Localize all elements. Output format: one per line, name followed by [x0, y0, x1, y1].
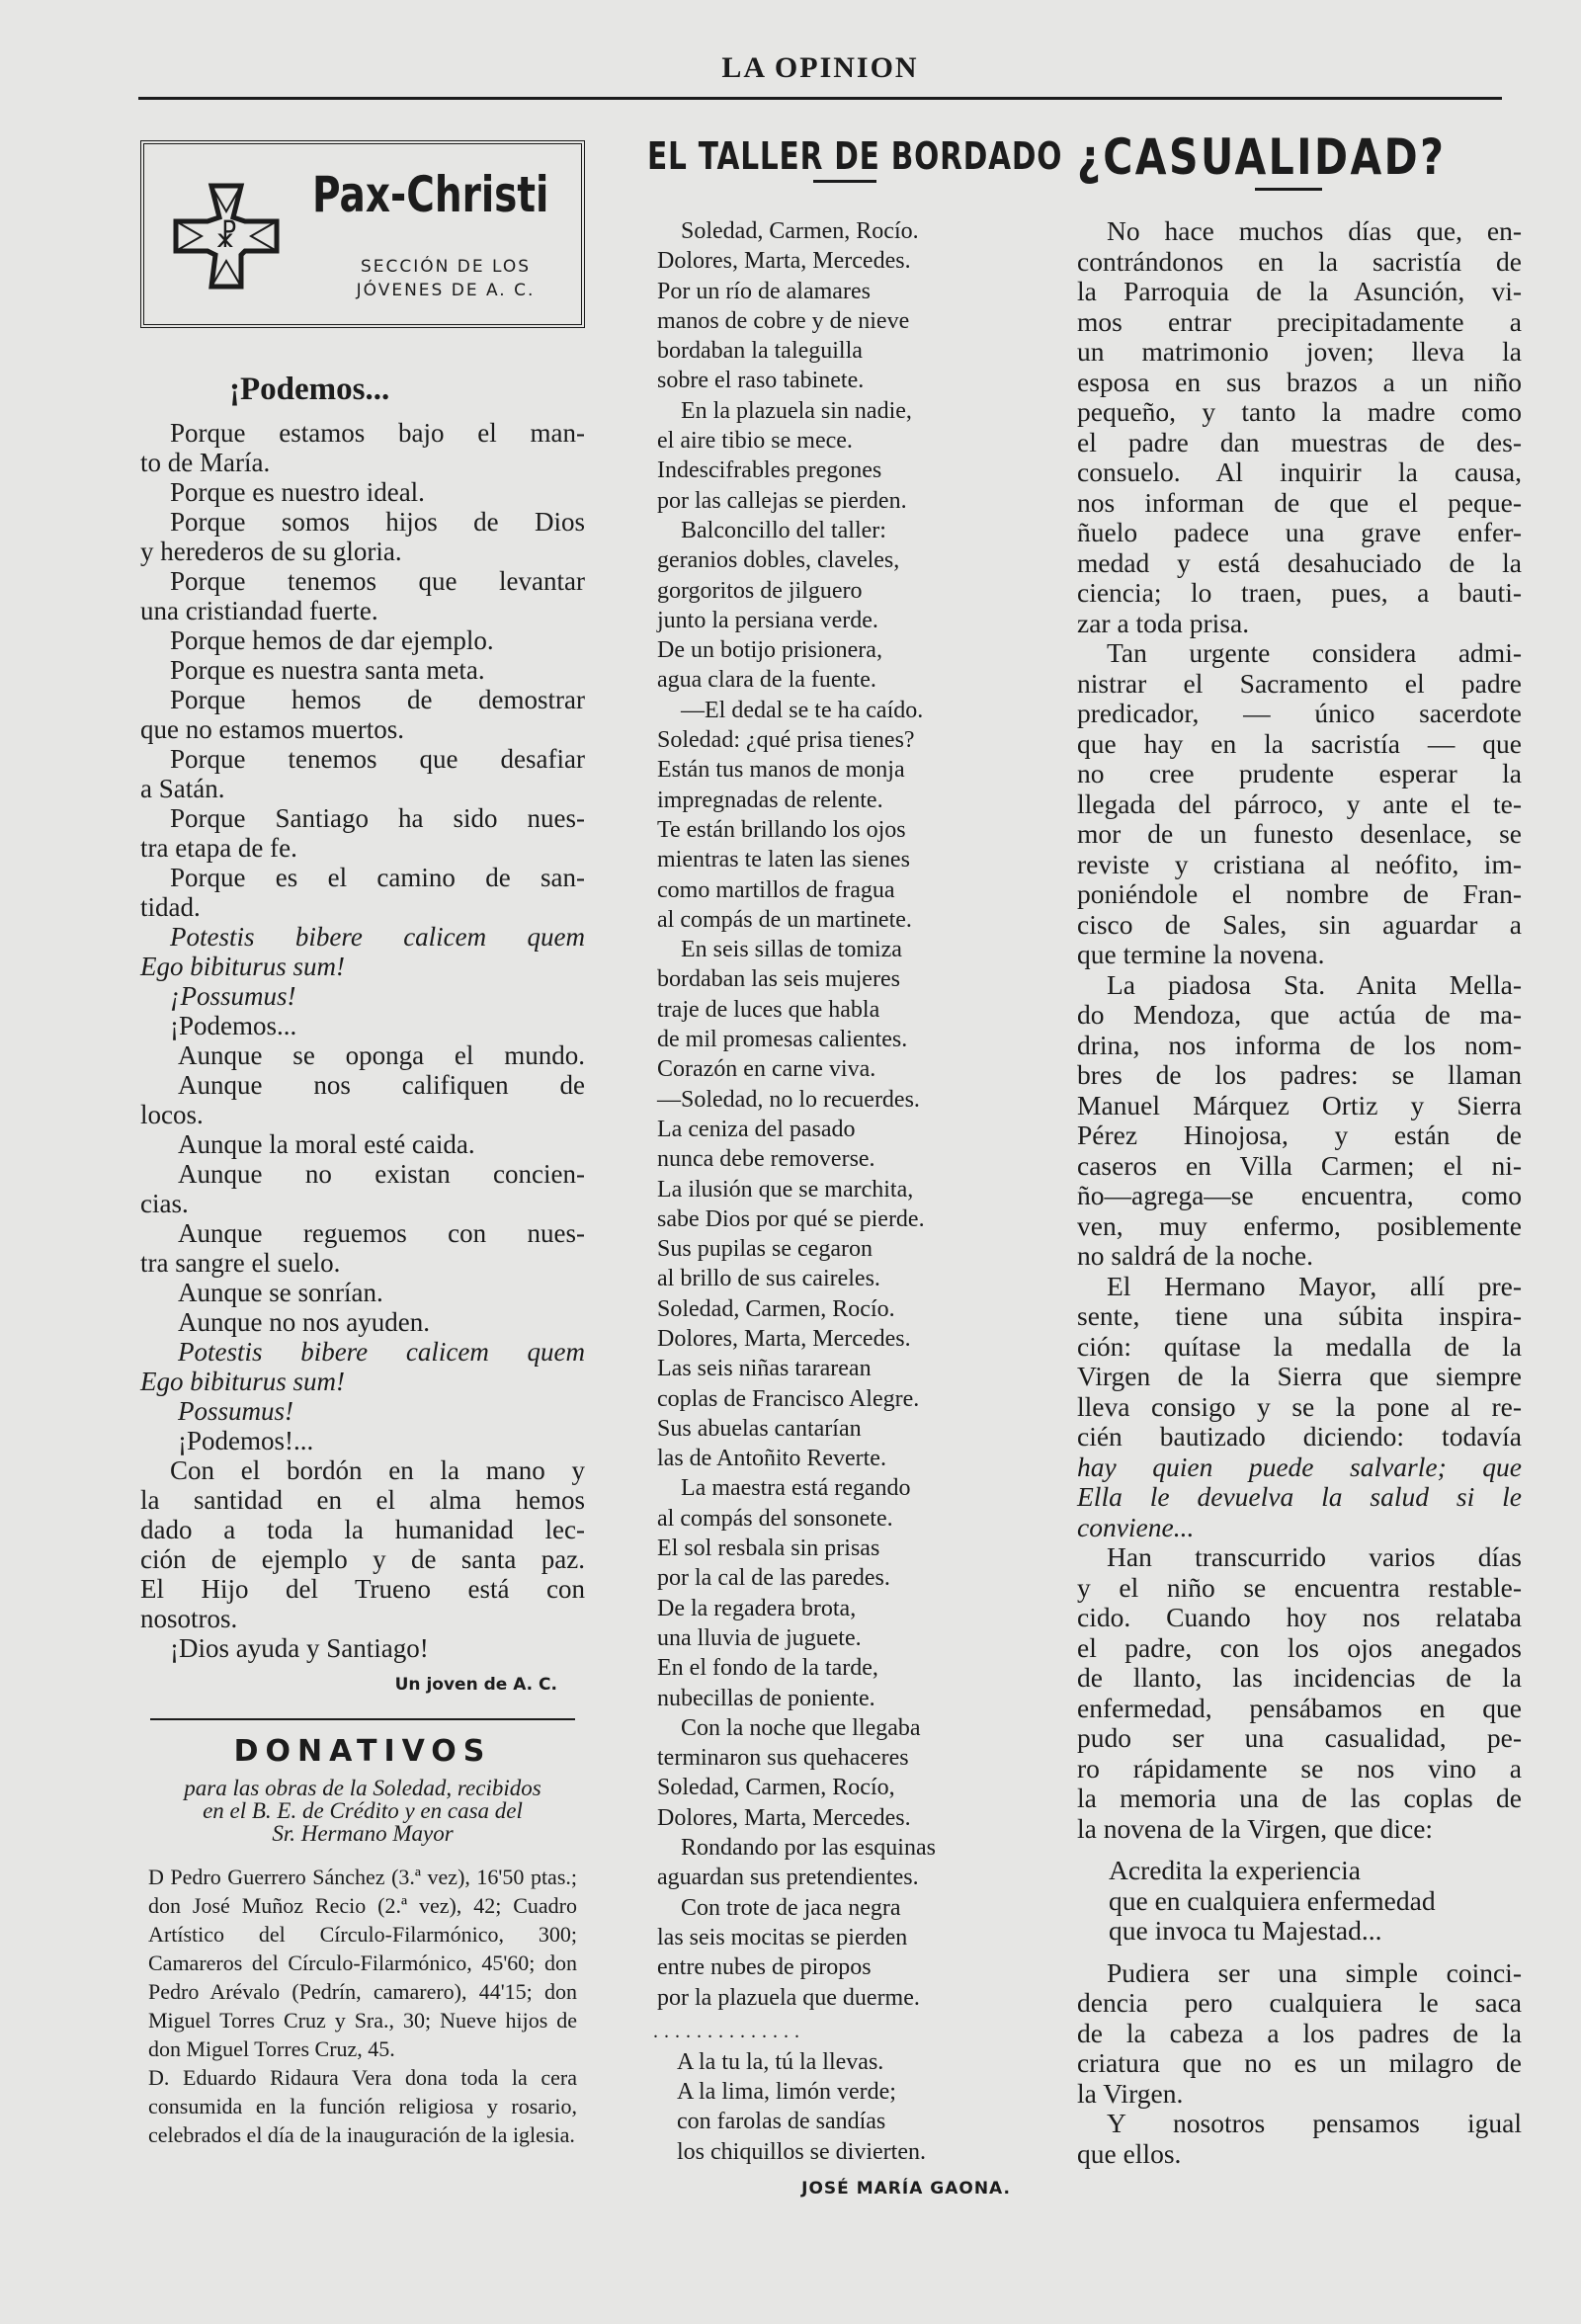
- casualidad-text: No hace muchos días que, en- contrándonos en la sacristía de la Parroquia de la Asunción, vi- mos entrar precipitadamente a un matrimonio joven; lleva la esposa en sus brazos a un niño pequeño, y tanto la madre como el padre dan muestras de des- consuelo. Al inquirir la causa, nos informan de que el peque- ñuelo padece una grave enfer- medad y está desahuciado de la ciencia; lo traen, pues, a bauti- zar a toda prisa. Tan urgente considera admi- nistrar el Sacramento el padre predicador, — único sacerdote que hay en la sacristía — que no cree prudente esperar la llegada del párroco, y ante el te- mor de un funesto desenlace, se reviste y cristiana al neófito, im- poniéndole el nombre de Fran- cisco de Sales, sin aguardar a que termine la novena. La piadosa Sta. Anita Mella- do Mendoza, que actúa de ma- drina, nos informa de los nom- bres de los padres: se llaman Manuel Márquez Ortiz y Sierra Pérez Hinojosa, y están de caseros en Villa Carmen; el ni- ño—agrega—se encuentra, como ven, muy enfermo, posiblemente no saldrá de la noche. El Hermano Mayor, allí pre- sente, tiene una súbita inspira- ción: quítase la medalla de la Virgen de la Sierra que siempre lleva consigo y se la pone al re- cién bautizado diciendo: todavía hay quien puede salvarle; que Ella le devuelva la salud si le conviene... Han transcurrido varios días y el niño se encuentra restable- cido. Cuando hoy nos relataba el padre, con los ojos anegados de llanto, las incidencias de la enfermedad, pensábamos en que pudo ser una casualidad, pe- ro rápidamente se nos vino a la memoria una de las coplas de la novena de la Virgen, que dice: Acredita la experiencia que en cualquiera enfermedad que invoca tu Majestad... Pudiera ser una simple coinci- dencia pero cualquiera le saca de la cabeza a los padres de la criatura que no es un milagro de la Virgen. Y nosotros pensamos igual que ellos.: [1077, 215, 1522, 2169]
- section-divider: [150, 1718, 575, 1720]
- svg-text:☧: ☧: [214, 220, 238, 255]
- donativos-text: [140, 1863, 585, 2149]
- donativos-title: DONATIVOS: [233, 1734, 492, 1769]
- donativos-subtitle: para las obras de la Soledad, recibidos en el B. E. de Crédito y en casa del Sr. Hermano Mayor: [184, 1776, 541, 1846]
- masthead-rule: [138, 97, 1502, 100]
- donativos-paragraph: D. Eduardo Ridaura Vera dona toda la cera consumida en la función religiosa y rosario, celebrados el día de la inauguración de la iglesia.: [148, 2065, 577, 2147]
- pax-christi-title: Pax-Christi: [312, 166, 549, 223]
- poem-separator: ..............: [653, 2020, 805, 2042]
- taller-coda: A la tu la, tú la llevas. A la lima, limón verde; con farolas de sandías los chiquillos se divierten.: [677, 2048, 926, 2165]
- podemos-text: Porque estamos bajo el man- to de María. Porque es nuestro ideal. Porque somos hijos de Dios y herederos de su gloria. Porque tenemos que levantar una cristiandad fuerte. Porque hemos de dar ejemplo. Porque es nuestra santa meta. Porque hemos de demostrar que no estamos muertos. Porque tenemos que desafiar a Satán. Porque Santiago ha sido nues- tra etapa de fe. Porque es el camino de san- tidad. Potestis bibere calicem quem Ego bibiturus sum! ¡Possumus! ¡Podemos... Aunque se oponga el mundo. Aunque nos califiquen de locos. Aunque la moral esté caida. Aunque no existan concien- cias. Aunque reguemos con nues- tra sangre el suelo. Aunque se sonrían. Aunque no nos ayuden. Potestis bibere calicem quem Ego bibiturus sum! Possumus! ¡Podemos!... Con el bordón en la mano y la santidad en el alma hemos dado a toda la humanidad lec- ción de ejemplo y de santa paz. El Hijo del Trueno está con nosotros. ¡Dios ayuda y Santiago!: [140, 418, 585, 1663]
- cross-icon: [172, 182, 281, 290]
- donativos-paragraph: D Pedro Guerrero Sánchez (3.ª vez), 16'50 ptas.; don José Muñoz Recio (2.ª vez), 42; Cuadro Artístico del Círculo-Filarmónico, 300; Camareros del Círculo-Filarmónico, 45'60; don Pedro Arévalo (Pedrín, camarero), 44'15; don Miguel Torres Cruz y Sra., 30; Nueve hijos de don Miguel Torres Cruz, 45.: [148, 1865, 577, 2061]
- poem-author: JOSÉ MARÍA GAONA.: [801, 2179, 1011, 2199]
- casualidad-title: ¿CASUALIDAD?: [1077, 128, 1447, 186]
- column-taller-de-bordado: [647, 128, 1063, 2199]
- taller-title: EL TALLER DE BORDADO: [647, 134, 1063, 178]
- taller-poem: Soledad, Carmen, Rocío. Dolores, Marta, Mercedes. Por un río de alamares manos de cobre y de nieve bordaban la taleguilla sobre el raso tabinete. En la plazuela sin nadie, el aire tibio se mece. Indescifrables pregones por las callejas se pierden. Balconcillo del taller: geranios dobles, claveles, gorgoritos de jilguero junto la persiana verde. De un botijo prisionera, agua clara de la fuente. —El dedal se te ha caído. Soledad: ¿qué prisa tienes? Están tus manos de monja impregnadas de relente. Te están brillando los ojos mientras te laten las sienes como martillos de fragua al compás de un martinete. En seis sillas de tomiza bordaban las seis mujeres traje de luces que habla de mil promesas calientes. Corazón en carne viva. —Soledad, no lo recuerdes. La ceniza del pasado nunca debe removerse. La ilusión que se marchita, sabe Dios por qué se pierde. Sus pupilas se cegaron al brillo de sus caireles. Soledad, Carmen, Rocío. Dolores, Marta, Mercedes. Las seis niñas tararean coplas de Francisco Alegre. Sus abuelas cantarían las de Antoñito Reverte. La maestra está regando al compás del sonsonete. El sol resbala sin prisas por la cal de las paredes. De la regadera brota, una lluvia de juguete. En el fondo de la tarde, nubecillas de poniente. Con la noche que llegaba terminaron sus quehaceres Soledad, Carmen, Rocío, Dolores, Marta, Mercedes. Rondando por las esquinas aguardan sus pretendientes. Con trote de jaca negra las seis mocitas se pierden entre nubes de piropos por la plazuela que duerme.: [657, 218, 936, 2011]
- masthead: LA OPINION: [721, 51, 919, 84]
- pax-christi-subtitle: SECCIÓN DE LOS JÓVENES DE A. C.: [356, 257, 536, 300]
- pax-christi-box: [140, 140, 585, 328]
- podemos-signature: Un joven de A. C.: [394, 1675, 557, 1695]
- column-casualidad: [1077, 128, 1522, 2169]
- title-rule: [813, 180, 876, 183]
- column-pax-christi: [140, 128, 585, 2149]
- podemos-title: ¡Podemos...: [229, 372, 390, 407]
- title-rule: [1255, 188, 1322, 191]
